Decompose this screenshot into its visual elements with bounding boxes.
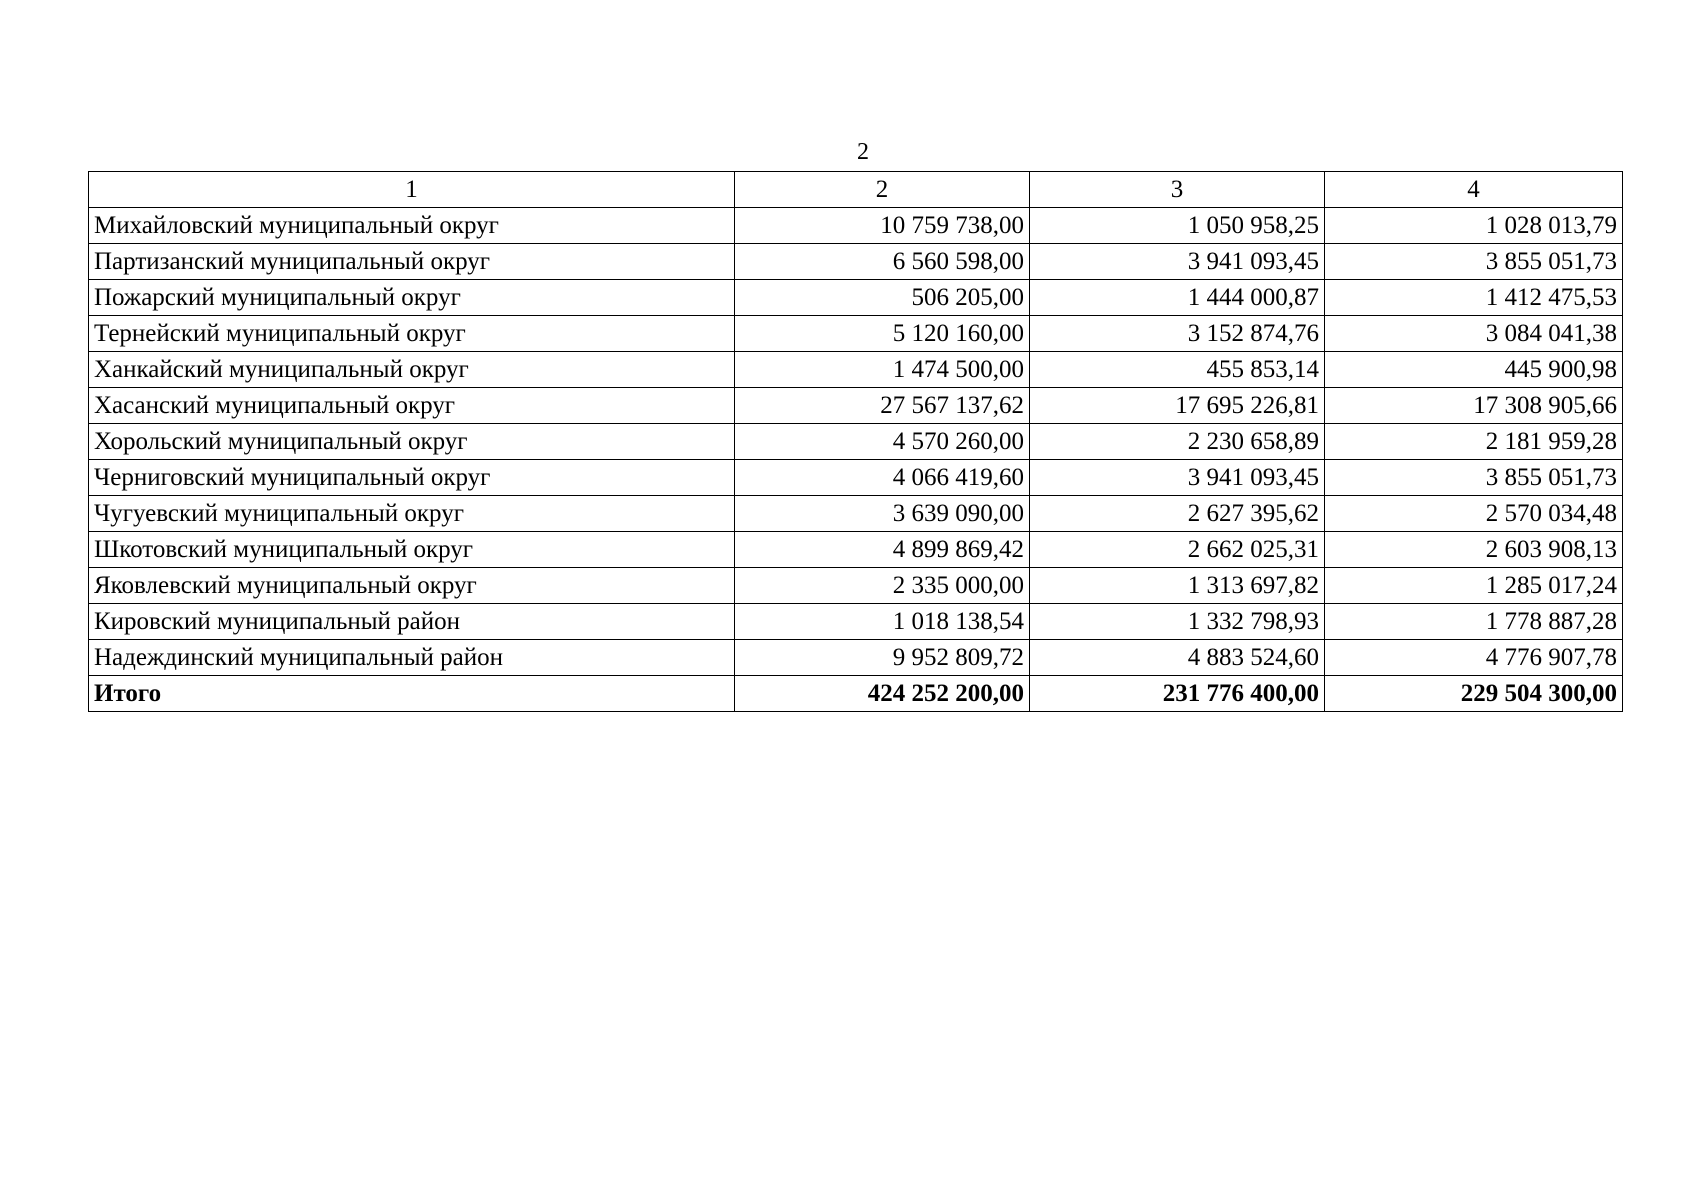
row-value-col4: 2 570 034,48 [1325,496,1623,532]
row-value-col2: 1 474 500,00 [735,352,1030,388]
row-value-col4: 3 855 051,73 [1325,244,1623,280]
row-value-col3: 1 313 697,82 [1030,568,1325,604]
table-row [89,496,1623,532]
table-row [89,568,1623,604]
row-name: Кировский муниципальный район [89,604,735,640]
row-value-col3: 2 230 658,89 [1030,424,1325,460]
row-value-col4: 2 181 959,28 [1325,424,1623,460]
row-value-col2: 5 120 160,00 [735,316,1030,352]
total-row [89,676,1623,712]
row-value-col4: 2 603 908,13 [1325,532,1623,568]
row-name: Шкотовский муниципальный округ [89,532,735,568]
row-name: Яковлевский муниципальный округ [89,568,735,604]
row-name: Черниговский муниципальный округ [89,460,735,496]
row-value-col2: 506 205,00 [735,280,1030,316]
row-value-col2: 4 066 419,60 [735,460,1030,496]
row-value-col4: 3 855 051,73 [1325,460,1623,496]
row-value-col3: 2 662 025,31 [1030,532,1325,568]
total-value-col2: 424 252 200,00 [735,676,1030,712]
total-value-col3: 231 776 400,00 [1030,676,1325,712]
row-name: Надеждинский муниципальный район [89,640,735,676]
row-value-col2: 2 335 000,00 [735,568,1030,604]
budget-table [88,171,1623,712]
row-value-col4: 445 900,98 [1325,352,1623,388]
row-value-col3: 17 695 226,81 [1030,388,1325,424]
row-value-col2: 27 567 137,62 [735,388,1030,424]
table-row [89,640,1623,676]
row-value-col2: 9 952 809,72 [735,640,1030,676]
table-row [89,352,1623,388]
row-value-col4: 4 776 907,78 [1325,640,1623,676]
table-row [89,316,1623,352]
row-name: Михайловский муниципальный округ [89,208,735,244]
column-header-4: 4 [1325,172,1623,208]
row-value-col3: 3 941 093,45 [1030,244,1325,280]
row-name: Ханкайский муниципальный округ [89,352,735,388]
row-value-col3: 3 152 874,76 [1030,316,1325,352]
row-name: Чугуевский муниципальный округ [89,496,735,532]
row-name: Партизанский муниципальный округ [89,244,735,280]
row-value-col3: 3 941 093,45 [1030,460,1325,496]
column-header-2: 2 [735,172,1030,208]
row-value-col4: 17 308 905,66 [1325,388,1623,424]
row-value-col4: 3 084 041,38 [1325,316,1623,352]
row-name: Тернейский муниципальный округ [89,316,735,352]
row-value-col4: 1 778 887,28 [1325,604,1623,640]
total-value-col4: 229 504 300,00 [1325,676,1623,712]
row-value-col4: 1 412 475,53 [1325,280,1623,316]
table-row [89,424,1623,460]
header-row [89,172,1623,208]
row-value-col2: 3 639 090,00 [735,496,1030,532]
table-row [89,208,1623,244]
table-row [89,460,1623,496]
column-header-1: 1 [89,172,735,208]
table-row [89,532,1623,568]
table-row [89,604,1623,640]
table-row [89,280,1623,316]
table-row [89,244,1623,280]
row-value-col3: 1 444 000,87 [1030,280,1325,316]
row-value-col2: 4 899 869,42 [735,532,1030,568]
row-name: Хасанский муниципальный округ [89,388,735,424]
row-value-col2: 4 570 260,00 [735,424,1030,460]
row-value-col3: 2 627 395,62 [1030,496,1325,532]
row-name: Пожарский муниципальный округ [89,280,735,316]
row-value-col4: 1 285 017,24 [1325,568,1623,604]
row-value-col2: 1 018 138,54 [735,604,1030,640]
row-name: Хорольский муниципальный округ [89,424,735,460]
column-header-3: 3 [1030,172,1325,208]
page-number: 2 [857,139,869,165]
row-value-col2: 10 759 738,00 [735,208,1030,244]
row-value-col2: 6 560 598,00 [735,244,1030,280]
row-value-col4: 1 028 013,79 [1325,208,1623,244]
row-value-col3: 1 332 798,93 [1030,604,1325,640]
table-row [89,388,1623,424]
row-value-col3: 1 050 958,25 [1030,208,1325,244]
row-value-col3: 455 853,14 [1030,352,1325,388]
row-value-col3: 4 883 524,60 [1030,640,1325,676]
total-label: Итого [89,676,735,712]
